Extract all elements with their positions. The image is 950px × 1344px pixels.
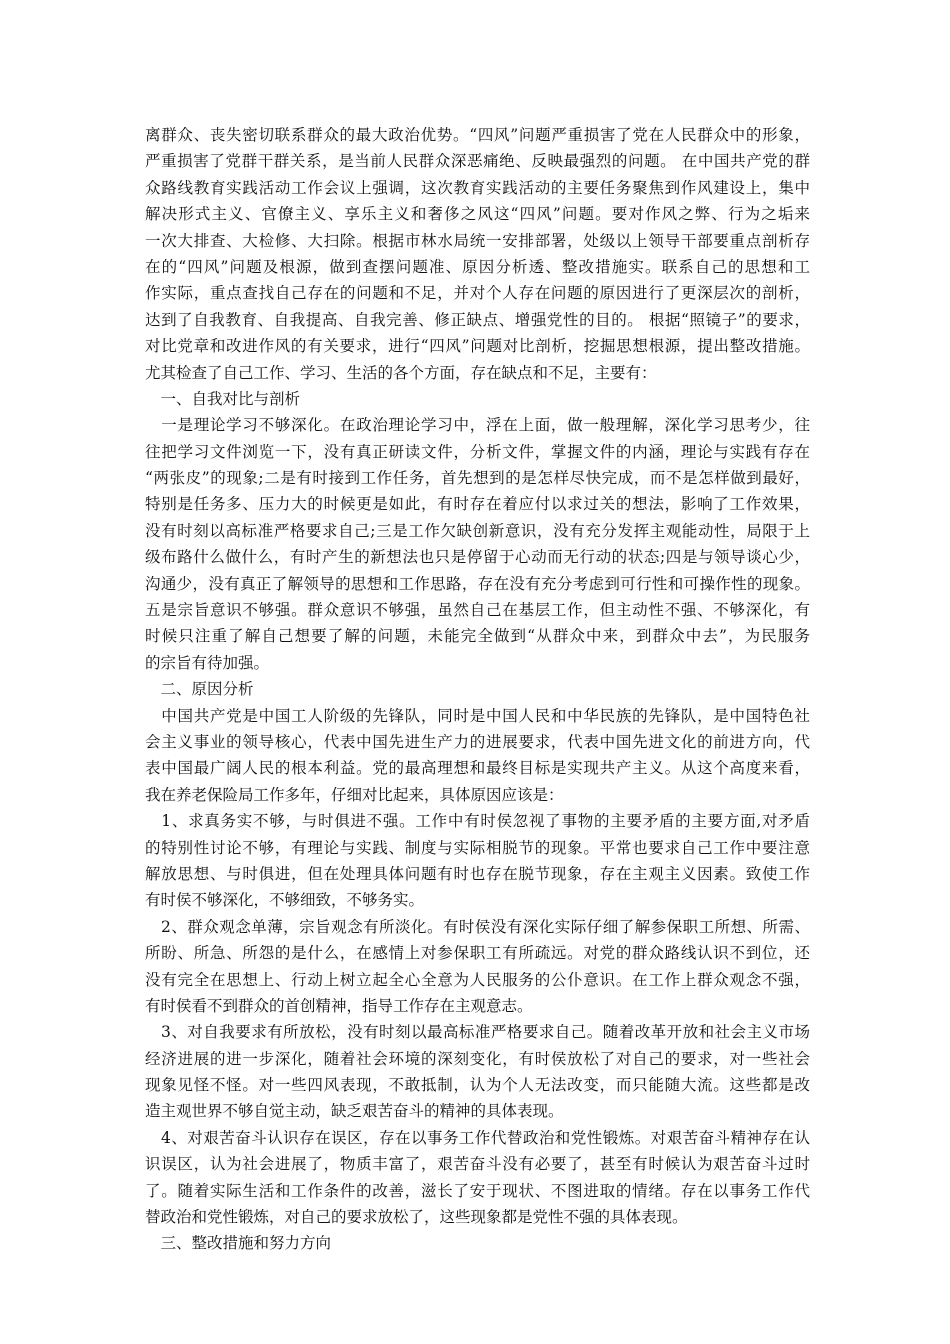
text-line: 2、群众观念单薄，宗旨观念有所淡化。有时侯没有深化实际仔细了解参保职工所想、所需、 (145, 917, 810, 936)
text-line: 3、对自我要求有所放松，没有时刻以最高标准严格要求自己。随着改革开放和社会主义市场 (145, 1023, 810, 1042)
document-body (145, 122, 810, 1257)
text-line: 往把学习文件浏览一下，没有真正研读文件，分析文件，掌握文件的内涵，理论与实践有存在 (145, 442, 810, 461)
text-line: 的特别性讨论不够，有理论与实践、制度与实际相脱节的现象。平常也要求自己工作中要注意 (145, 838, 810, 857)
text-line: 沟通少，没有真正了解领导的思想和工作思路，存在没有充分考虑到可行性和可操作性的现象。 (145, 574, 810, 593)
text-line: 达到了自我教育、自我提高、自我完善、修正缺点、增强党性的目的。 根据“照镜子”的要求， (145, 310, 810, 329)
text-line: 造主观世界不够自觉主动，缺乏艰苦奋斗的精神的具体表现。 (145, 1102, 564, 1121)
text-line: 有时侯不够深化，不够细致，不够务实。 (145, 891, 425, 910)
text-line: 有时侯看不到群众的首创精神，指导工作存在主观意志。 (145, 996, 533, 1015)
text-line: 中国共产党是中国工人阶级的先锋队，同时是中国人民和中华民族的先锋队，是中国特色社 (145, 706, 810, 725)
text-line: 一次大排查、大检修、大扫除。根据市林水局统一安排部署，处级以上领导干部要重点剖析存 (145, 231, 810, 250)
text-line: 的宗旨有待加强。 (145, 653, 270, 672)
text-line: 4、对艰苦奋斗认识存在误区，存在以事务工作代替政治和党性锻炼。对艰苦奋斗精神存在认 (145, 1128, 810, 1147)
text-line: 对比党章和改进作风的有关要求，进行“四风”问题对比剖析，挖掘思想根源，提出整改措施。 (145, 337, 810, 356)
section-heading: 三、整改措施和努力方向 (145, 1234, 332, 1253)
section-heading: 一、自我对比与剖析 (145, 389, 301, 408)
section-heading: 二、原因分析 (145, 680, 254, 699)
text-line: 解放思想、与时俱进，但在处理具体问题有时也存在脱节现象，存在主观主义因素。致使工作 (145, 864, 810, 883)
text-line: “两张皮”的现象;二是有时接到工作任务，首先想到的是怎样尽快完成，而不是怎样做到最好， (145, 469, 810, 488)
text-line: 识误区，认为社会进展了，物质丰富了，艰苦奋斗没有必要了，甚至有时候认为艰苦奋斗过时 (145, 1155, 810, 1174)
text-line: 五是宗旨意识不够强。群众意识不够强，虽然自己在基层工作，但主动性不强、不够深化，有 (145, 601, 810, 620)
text-line: 经济进展的进一步深化，随着社会环境的深刻变化，有时侯放松了对自己的要求，对一些社会 (145, 1049, 810, 1068)
text-line: 众路线教育实践活动工作会议上强调，这次教育实践活动的主要任务聚焦到作风建设上，集中 (145, 178, 810, 197)
text-line: 了。随着实际生活和工作条件的改善，滋长了安于现状、不图进取的情绪。存在以事务工作代 (145, 1181, 810, 1200)
text-line: 一是理论学习不够深化。在政治理论学习中，浮在上面，做一般理解，深化学习思考少，往 (145, 416, 810, 435)
text-line: 现象见怪不怪。对一些四风表现，不敢抵制，认为个人无法改变，而只能随大流。这些都是改 (145, 1076, 810, 1095)
text-line: 尤其检查了自己工作、学习、生活的各个方面，存在缺点和不足，主要有： (145, 363, 657, 382)
text-line: 解决形式主义、官僚主义、享乐主义和奢侈之风这“四风”问题。要对作风之弊、行为之垢来 (145, 205, 810, 224)
text-line: 1、求真务实不够，与时俱进不强。工作中有时侯忽视了事物的主要矛盾的主要方面,对矛盾 (145, 812, 810, 831)
text-line: 严重损害了党群干群关系，是当前人民群众深恶痛绝、反映最强烈的问题。 在中国共产党的群 (145, 152, 810, 171)
text-line: 表中国最广阔人民的根本利益。党的最高理想和最终目标是实现共产主义。从这个高度来看， (145, 759, 810, 778)
text-line: 所盼、所急、所怨的是什么，在感情上对参保职工有所疏远。对党的群众路线认识不到位，还 (145, 944, 810, 963)
text-line: 离群众、丧失密切联系群众的最大政治优势。“四风”问题严重损害了党在人民群众中的形象， (145, 126, 810, 144)
text-line: 我在养老保险局工作多年，仔细对比起来，具体原因应该是： (145, 785, 564, 804)
text-line: 特别是任务多、压力大的时候更是如此，有时存在着应付以求过关的想法，影响了工作效果， (145, 495, 810, 514)
text-line: 替政治和党性锻炼，对自己的要求放松了，这些现象都是党性不强的具体表现。 (145, 1208, 688, 1227)
text-line: 时候只注重了解自己想要了解的问题，未能完全做到“从群众中来，到群众中去”，为民服务 (145, 627, 810, 646)
text-line: 没有时刻以高标准严格要求自己;三是工作欠缺创新意识，没有充分发挥主观能动性，局限于上 (145, 521, 810, 540)
text-line: 级布路什么做什么，有时产生的新想法也只是停留于心动而无行动的状态;四是与领导谈心少， (145, 548, 810, 567)
text-line: 没有完全在思想上、行动上树立起全心全意为人民服务的公仆意识。在工作上群众观念不强， (145, 970, 810, 989)
text-line: 作实际，重点查找自己存在的问题和不足，并对个人存在问题的原因进行了更深层次的剖析， (145, 284, 810, 303)
text-line: 会主义事业的领导核心，代表中国先进生产力的进展要求，代表中国先进文化的前进方向，代 (145, 732, 810, 751)
text-line: 在的“四风”问题及根源，做到查摆问题准、原因分析透、整改措施实。联系自己的思想和工 (145, 257, 810, 276)
